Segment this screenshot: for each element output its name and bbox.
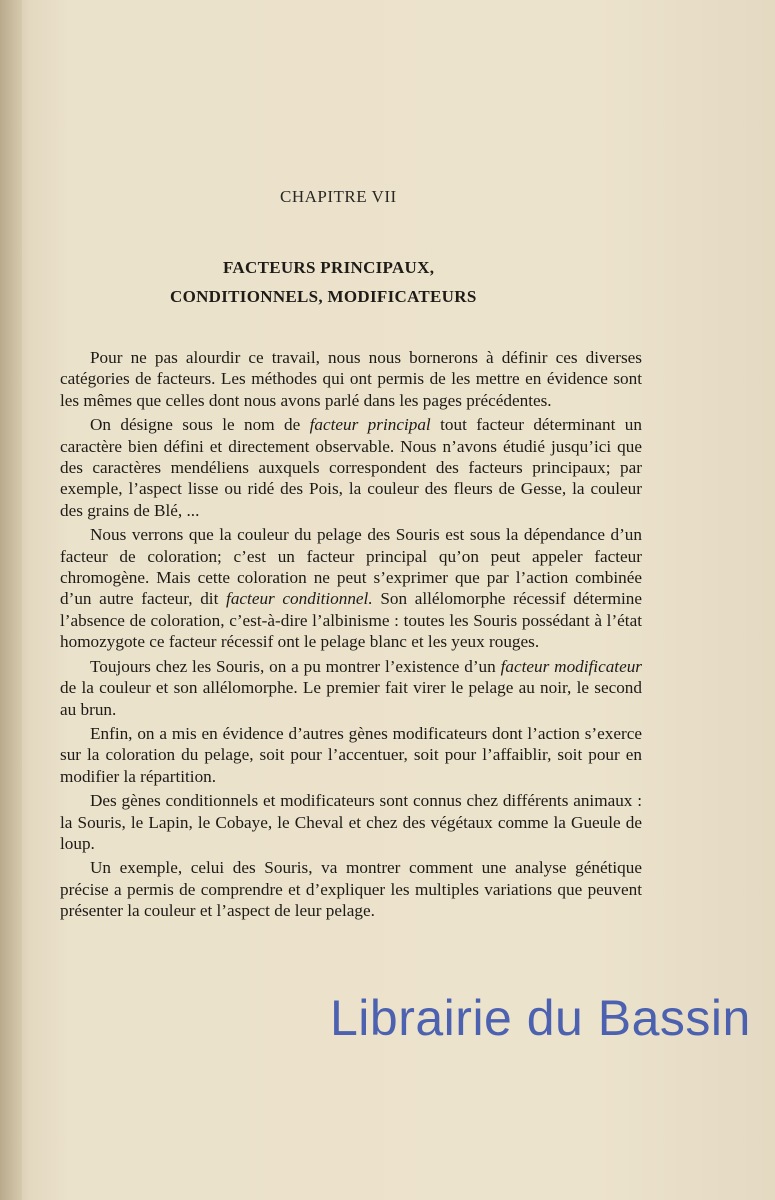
italic-term: facteur modificateur [500,656,642,676]
chapter-title-line-2: CONDITIONNELS, MODIFICATEURS [170,287,477,306]
watermark: Librairie du Bassin [330,990,751,1046]
paragraph [60,790,642,854]
text-segment: Pour ne pas alourdir ce travail, nous nous bornerons à définir ces diverses catégories de facteurs. Les méthodes qui ont permis de les mettre en évidence sont les mêmes que celles dont nous avons parlé dans les pages précédentes. [60,348,642,410]
italic-term: facteur principal [309,415,431,435]
text-segment: On désigne sous le nom de [90,415,310,435]
chapter-heading: CHAPITRE VII [280,187,397,206]
paragraph [60,723,642,787]
text-segment: Son allélomorphe récessif détermine l’absence de coloration, c’est-à-dire l’albinisme : toutes les Souris possédant à l’état homozygote ce facteur récessif ont le pelage blanc et les yeux rouges. [60,589,642,652]
text-segment: Toujours chez les Souris, on a pu montrer l’existence d’un [90,656,501,676]
text-segment: de la couleur et son allélomorphe. Le premier fait virer le pelage au noir, le second au brun. [60,678,642,719]
text-segment: Nous verrons que la couleur du pelage des Souris est sous la dépendance d’un facteur de coloration; c’est un facteur principal qu’on peut appeler facteur chromogène. Mais cette coloration ne peut s’exprimer que par l’action combinée d’un autre facteur, dit [60,525,642,609]
body-text [60,347,642,922]
paragraph [60,857,642,921]
book-gutter [0,0,22,1200]
paragraph [60,524,642,652]
text-segment: Des gènes conditionnels et modificateurs sont connus chez différents animaux : la Souris, le Lapin, le Cobaye, le Cheval et chez des végétaux comme la Gueule de loup. [60,791,642,853]
text-segment: Enfin, on a mis en évidence d’autres gènes modificateurs dont l’action s’exerce sur la coloration du pelage, soit pour l’accentuer, soit pour l’affaiblir, soit pour en modifier la répartition. [60,723,642,786]
paragraph [60,347,642,411]
paragraph [60,656,642,720]
chapter-title-line-1: FACTEURS PRINCIPAUX, [223,258,435,277]
italic-term: facteur conditionnel. [226,589,373,609]
paragraph [60,414,642,521]
text-segment: tout facteur déterminant un caractère bien défini et directement observable. Nous n’avons étudié jusqu’ici que des caractères mendéliens auxquels correspondent des facteurs principaux; par exemple, l’aspect lisse ou ridé des Pois, la couleur des fleurs de Gesse, la couleur des grains de Blé, ... [60,415,642,520]
text-segment: Un exemple, celui des Souris, va montrer comment une analyse génétique précise a permis de comprendre et d’expliquer les multiples variations que peuvent présenter la couleur et l’aspect de leur pelage. [60,858,642,921]
